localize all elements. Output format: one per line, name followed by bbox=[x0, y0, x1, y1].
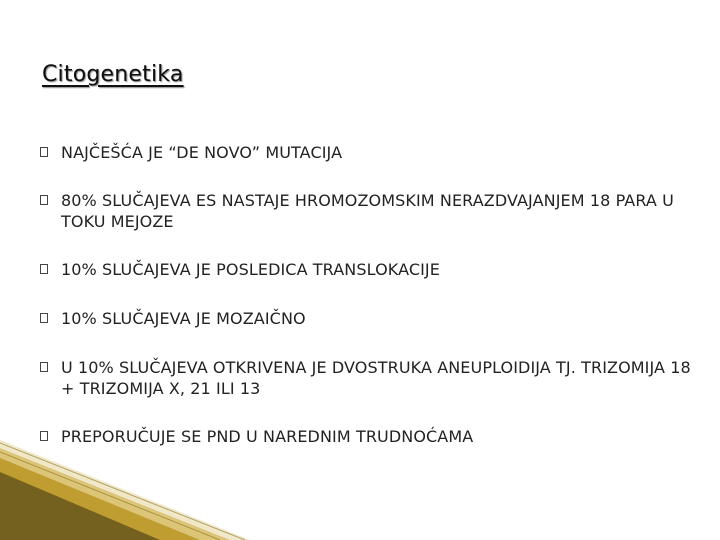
square-outline-icon bbox=[40, 264, 48, 274]
bullet-text: NAJČEŠĆA JE “DE NOVO” MUTACIJA bbox=[61, 143, 343, 162]
square-outline-icon bbox=[40, 313, 48, 323]
bullet-text: PREPORUČUJE SE PND U NAREDNIM TRUDNOĆAMA bbox=[61, 427, 474, 446]
bullet-text: 10% SLUČAJEVA JE POSLEDICA TRANSLOKACIJE bbox=[61, 260, 440, 279]
square-outline-icon bbox=[40, 362, 48, 372]
square-outline-icon bbox=[40, 147, 48, 157]
slide-title: Citogenetika bbox=[42, 62, 184, 87]
bullet-text: U 10% SLUČAJEVA OTKRIVENA JE DVOSTRUKA ANEUPLOIDIJA TJ. TRIZOMIJA 18 + TRIZOMIJA X, 21 ILI 13 bbox=[61, 358, 691, 398]
corner-decoration bbox=[0, 440, 250, 540]
bullet-text: 80% SLUČAJEVA ES NASTAJE HROMOZOMSKIM NERAZDVAJANJEM 18 PARA U TOKU MEJOZE bbox=[61, 191, 674, 231]
square-outline-icon bbox=[40, 195, 48, 205]
bullet-text: 10% SLUČAJEVA JE MOZAIČNO bbox=[61, 309, 306, 328]
